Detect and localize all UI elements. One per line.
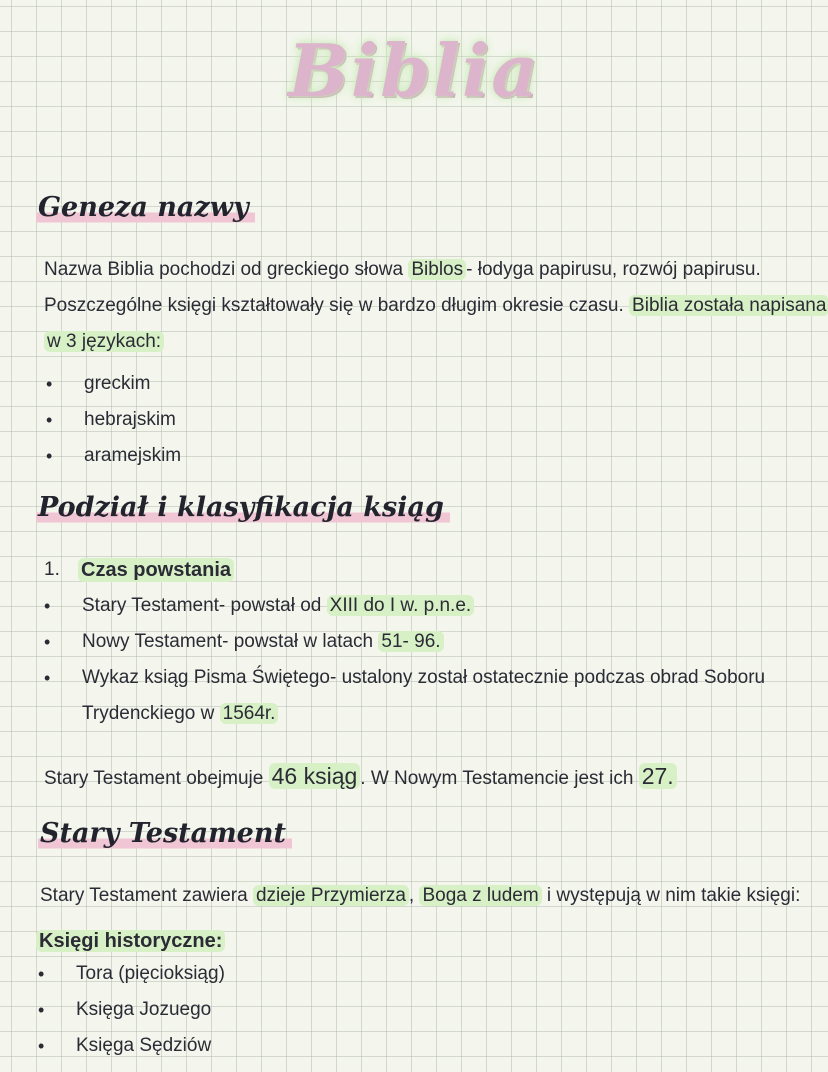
- list-item: [44, 594, 472, 619]
- highlight: 27.: [639, 763, 677, 789]
- list-item-text: greckim: [84, 373, 151, 394]
- list-item: [46, 408, 176, 433]
- list-item-text: Księga Jozuego: [76, 999, 212, 1020]
- highlight: Boga z ludem: [419, 885, 541, 906]
- bullet: •: [44, 668, 51, 688]
- list-item-text: [82, 630, 444, 654]
- list-item: [38, 998, 212, 1023]
- highlight: Biblia została napisana: [629, 295, 828, 316]
- list-item: [44, 630, 441, 655]
- highlight: 51- 96.: [378, 631, 443, 652]
- geneza-paragraph-line-2: [44, 294, 828, 318]
- text-fragment: Stary Testament obejmuje: [44, 768, 269, 789]
- section-heading-geneza: Geneza nazwy: [36, 192, 255, 225]
- list-item: [44, 666, 766, 691]
- bullet: •: [38, 1000, 45, 1020]
- highlight: 1564r.: [220, 703, 279, 724]
- page-title: Biblia: [288, 28, 540, 113]
- geneza-paragraph-line-1: [44, 258, 761, 282]
- text-fragment: Stary Testament- powstał od: [82, 595, 327, 616]
- subheading: Czas powstania: [78, 558, 234, 582]
- list-item-text: [82, 594, 474, 618]
- section-heading-podzial: Podział i klasyfikacja ksiąg: [36, 492, 450, 525]
- highlight: XIII do I w. p.n.e.: [327, 595, 475, 616]
- books-subheading-row: [36, 929, 225, 954]
- highlight: 46 ksiąg: [269, 763, 361, 789]
- bullet: •: [46, 446, 53, 466]
- bullet: •: [46, 374, 53, 394]
- list-item-text: aramejskim: [84, 445, 182, 466]
- highlight: dzieje Przymierza: [253, 885, 409, 906]
- list-item: [38, 1034, 212, 1059]
- bullet: •: [38, 1036, 45, 1056]
- bullet: •: [46, 410, 53, 430]
- text-fragment: Trydenckiego w: [82, 703, 220, 724]
- subheading: Księgi historyczne:: [36, 930, 225, 952]
- text-fragment: Nowy Testament- powstał w latach: [82, 631, 379, 652]
- list-item: [38, 962, 225, 987]
- text-fragment: . W Nowym Testamencie jest ich: [360, 768, 639, 789]
- summary-line: [44, 764, 677, 791]
- list-item-text: hebrajskim: [84, 409, 176, 430]
- list-item-text: Księga Sędziów: [76, 1035, 212, 1056]
- list-item-text: Wykaz ksiąg Pisma Świętego- ustalony został ostatecznie podczas obrad Soboru: [82, 667, 766, 688]
- text-fragment: - łodyga papirusu, rozwój papirusu.: [466, 259, 761, 280]
- text-fragment: Stary Testament zawiera: [40, 885, 253, 906]
- text-fragment: i występują w nim takie księgi:: [541, 885, 801, 906]
- item-number: 1.: [44, 559, 60, 580]
- section-heading-stary-testament: Stary Testament: [38, 818, 292, 851]
- list-item: [46, 444, 182, 469]
- list-item: [46, 372, 151, 397]
- numbered-item: [44, 558, 232, 582]
- bullet: •: [44, 632, 51, 652]
- bullet: •: [38, 964, 45, 984]
- text-fragment: Nazwa Biblia pochodzi od greckiego słowa: [44, 259, 409, 280]
- highlight: Biblos: [408, 259, 466, 280]
- text-fragment: Poszczególne księgi kształtowały się w bardzo długim okresie czasu.: [44, 295, 630, 316]
- text-fragment: ,: [408, 885, 420, 906]
- bullet: •: [44, 596, 51, 616]
- stary-paragraph: [40, 884, 800, 908]
- list-item-continuation: [82, 702, 278, 726]
- geneza-paragraph-line-3: [44, 330, 164, 354]
- list-item-text: Tora (pięcioksiąg): [76, 963, 225, 984]
- highlight: w 3 językach:: [44, 331, 164, 352]
